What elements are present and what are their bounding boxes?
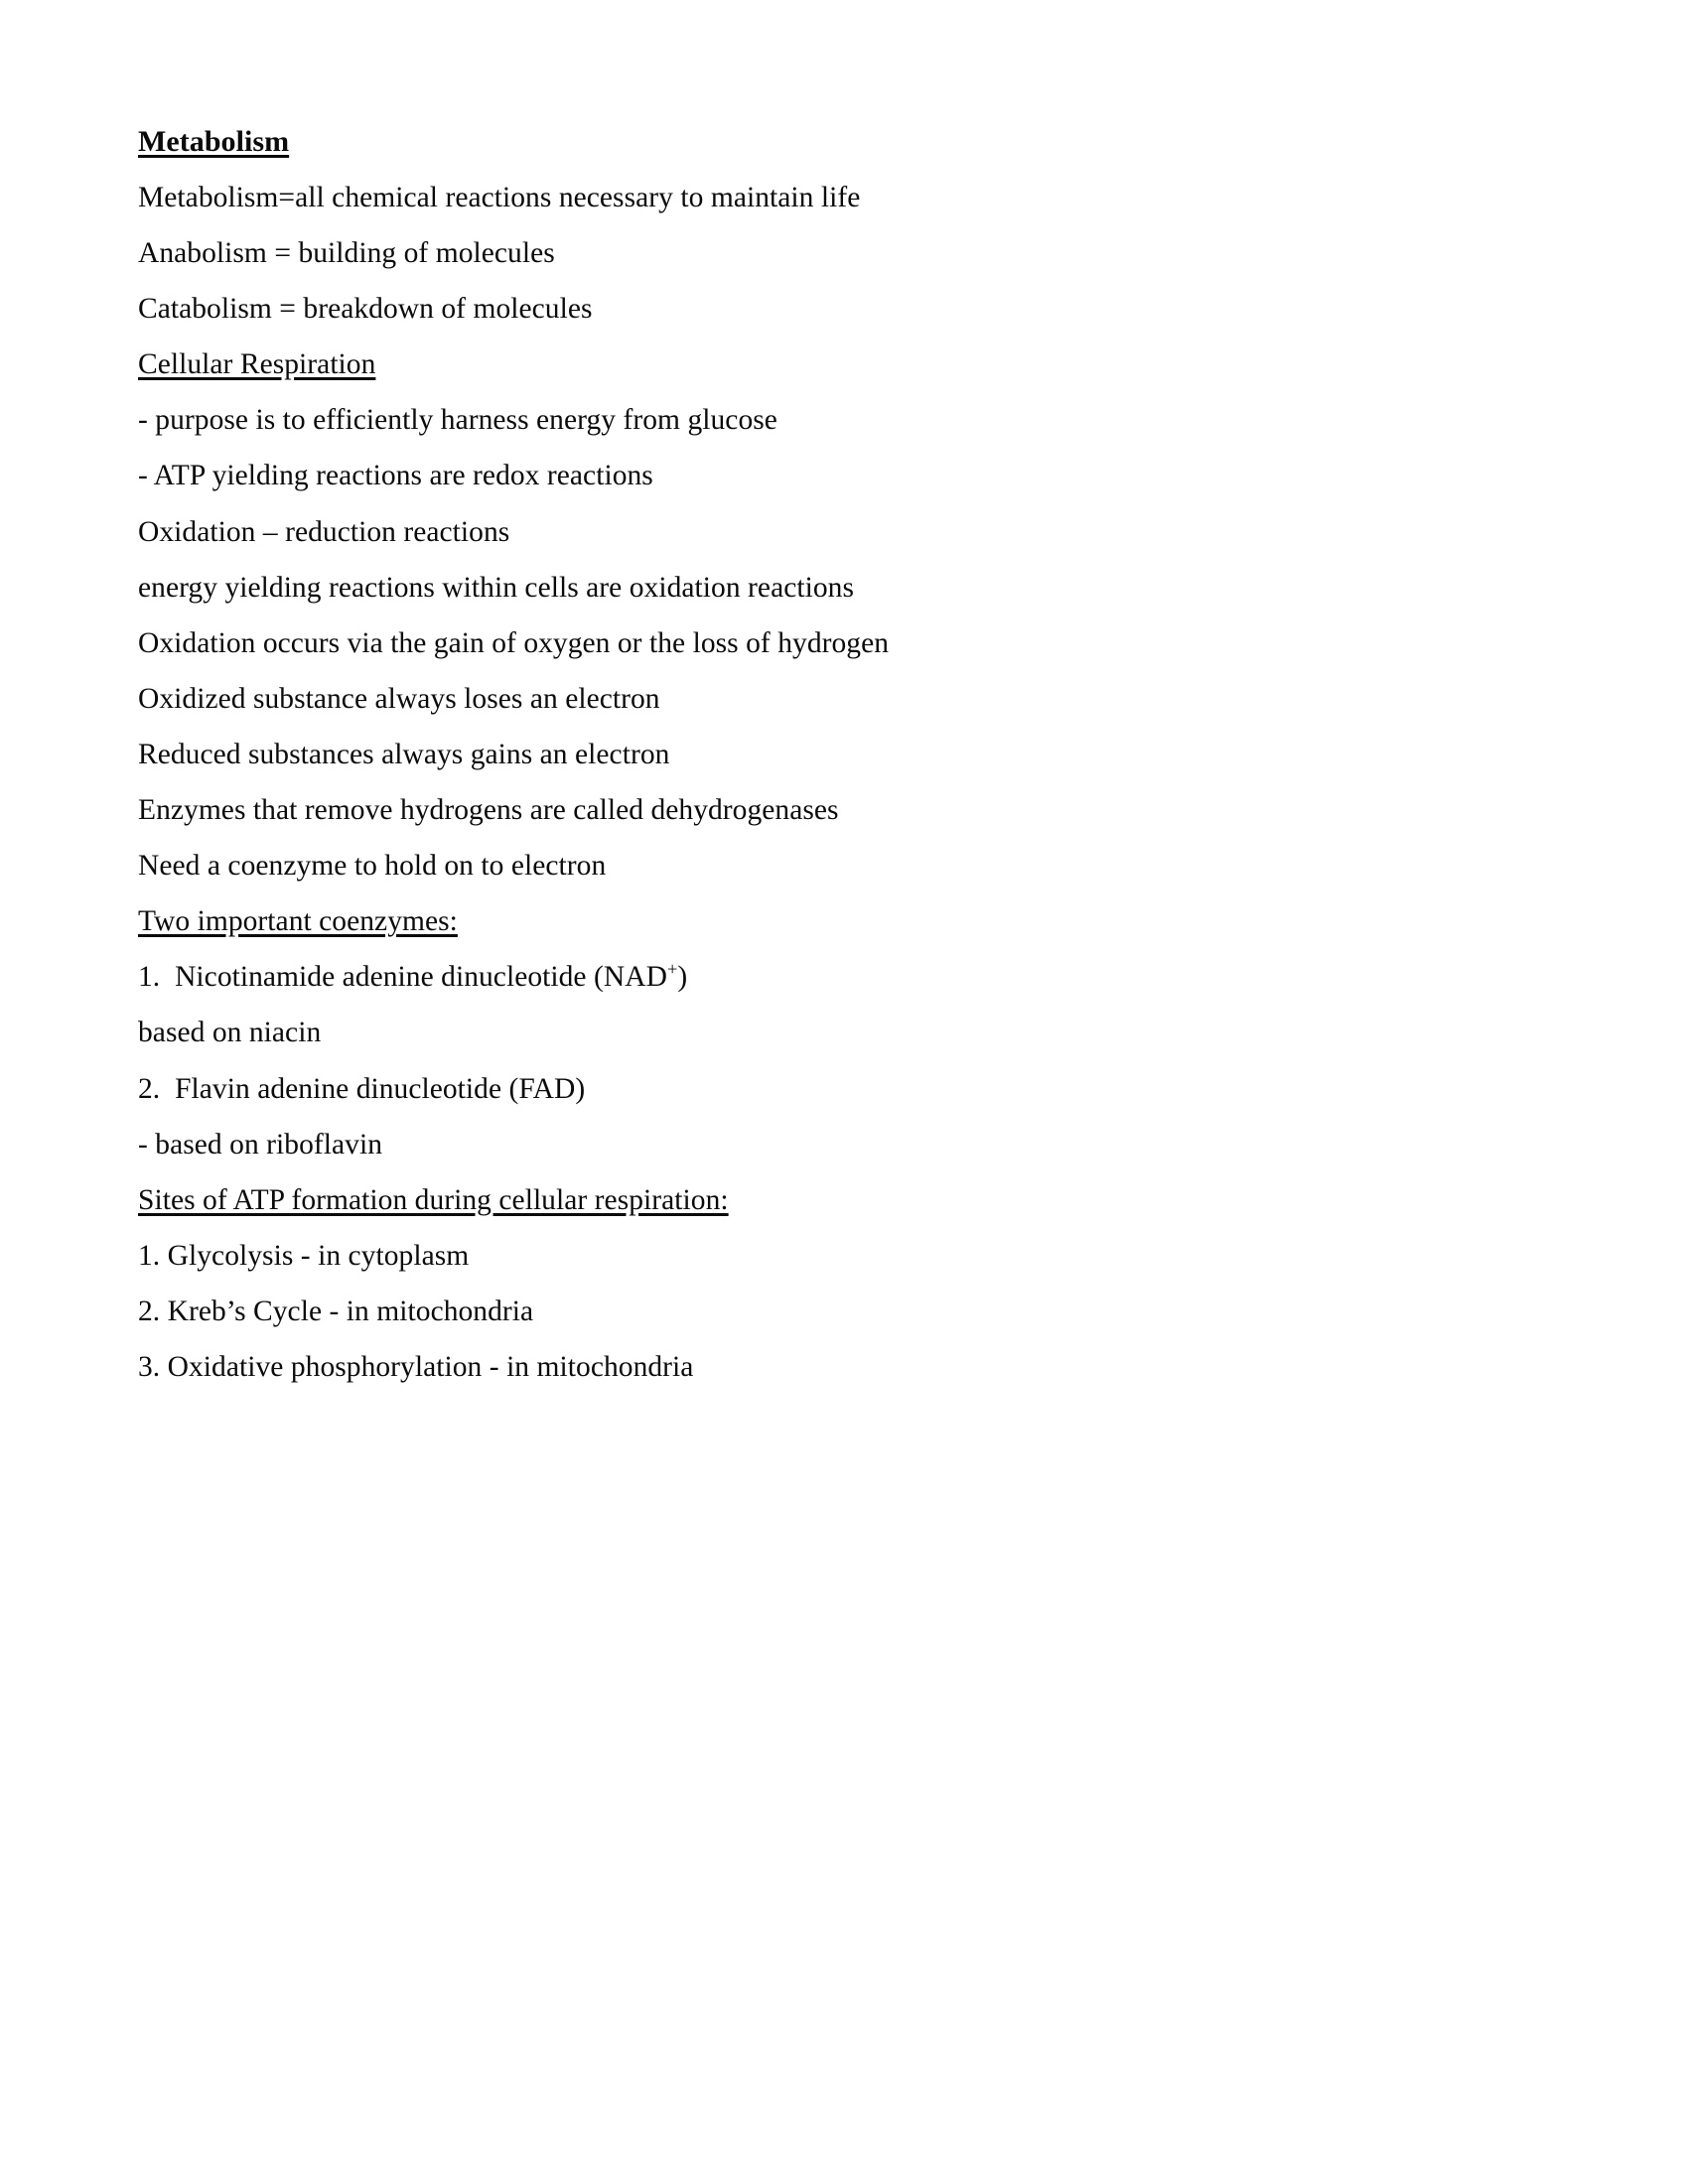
document-text-body — [138, 127, 1210, 1382]
paragraph-oxidation-reduction-reactions: Oxidation – reduction reactions — [138, 515, 510, 548]
list-item-krebs-cycle: 2. Kreb’s Cycle - in mitochondria — [138, 1295, 534, 1327]
bullet-purpose-harness-energy: - purpose is to efficiently harness energy from glucose — [138, 404, 777, 437]
list-item-glycolysis: 1. Glycolysis - in cytoplasm — [138, 1239, 470, 1272]
nad-superscript-plus: + — [666, 959, 678, 980]
paragraph-oxidation-occurs: Oxidation occurs via the gain of oxygen or the loss of hydrogen — [138, 626, 890, 659]
section-heading-sites-of-atp-formation: Sites of ATP formation during cellular respiration: — [138, 1183, 729, 1216]
paragraph-catabolism-definition: Catabolism = breakdown of molecules — [138, 293, 593, 326]
list-item-nad-text-after: ) — [677, 961, 688, 994]
list-item-nad-text: 1. Nicotinamide adenine dinucleotide (NAD — [138, 961, 667, 994]
paragraph-oxidized-loses-electron: Oxidized substance always loses an electron — [138, 682, 660, 715]
list-item-nad — [138, 959, 1210, 994]
paragraph-anabolism-definition: Anabolism = building of molecules — [138, 237, 555, 270]
list-item-oxidative-phosphorylation: 3. Oxidative phosphorylation - in mitochondria — [138, 1350, 694, 1383]
paragraph-reduced-gains-electron: Reduced substances always gains an electron — [138, 738, 670, 770]
paragraph-based-on-niacin: based on niacin — [138, 1017, 322, 1049]
paragraph-need-coenzyme: Need a coenzyme to hold on to electron — [138, 850, 607, 883]
section-heading-cellular-respiration: Cellular Respiration — [138, 348, 376, 381]
paragraph-energy-yielding-reactions: energy yielding reactions within cells are oxidation reactions — [138, 571, 854, 604]
section-heading-two-important-coenzymes: Two important coenzymes: — [138, 905, 458, 938]
bullet-atp-redox-reactions: - ATP yielding reactions are redox reactions — [138, 460, 653, 492]
list-item-fad: 2. Flavin adenine dinucleotide (FAD) — [138, 1072, 586, 1105]
page-title: Metabolism — [138, 125, 290, 158]
paragraph-metabolism-definition: Metabolism=all chemical reactions necessary to maintain life — [138, 182, 861, 213]
bullet-based-on-riboflavin: - based on riboflavin — [138, 1128, 382, 1160]
paragraph-dehydrogenases: Enzymes that remove hydrogens are called dehydrogenases — [138, 794, 839, 827]
